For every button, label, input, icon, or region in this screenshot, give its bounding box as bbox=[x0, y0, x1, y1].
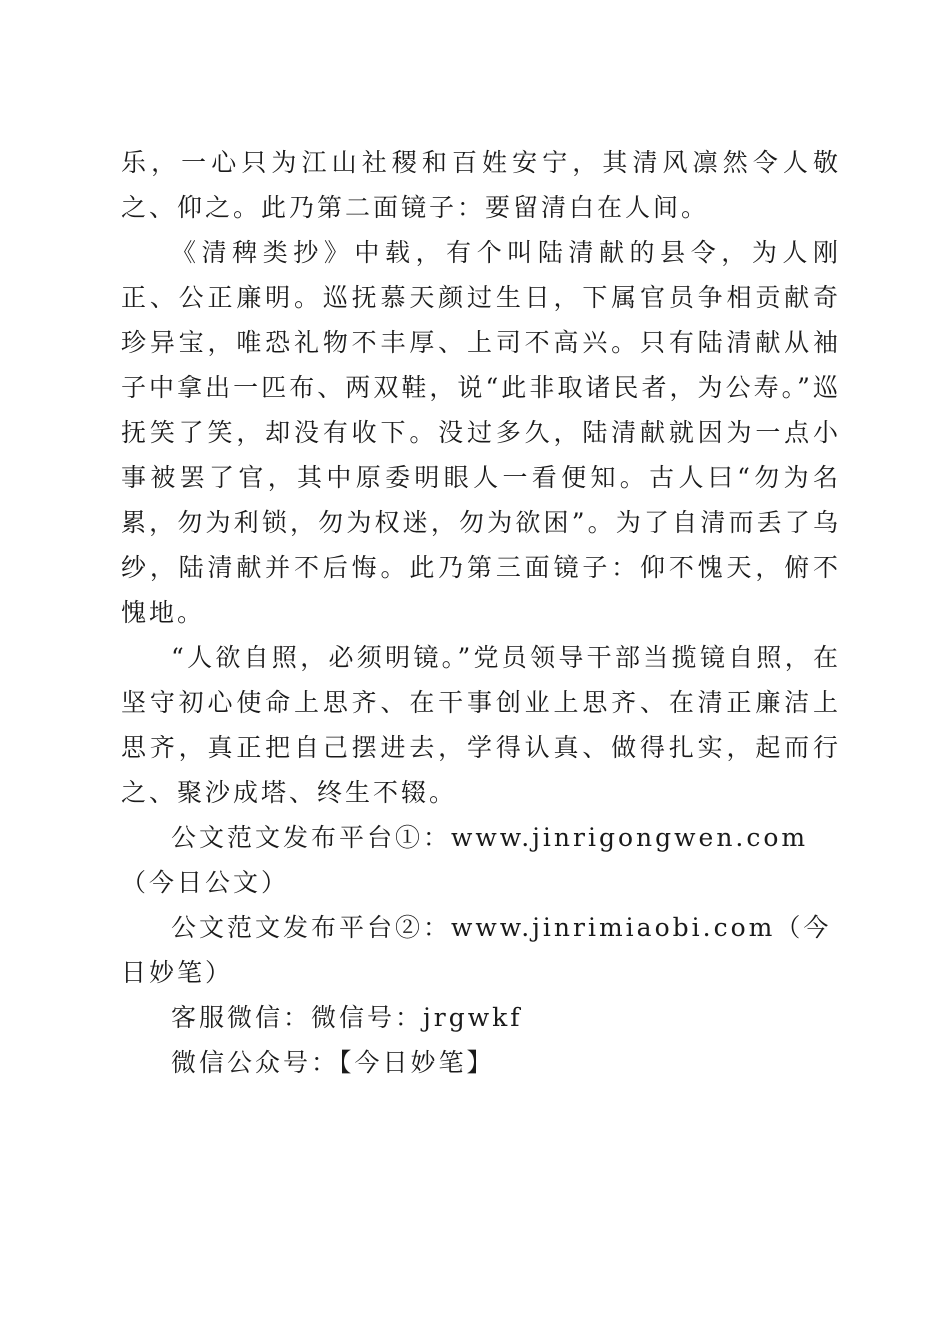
paragraph-lu-qingxian: 《清稗类抄》中载，有个叫陆清献的县令，为人刚正、公正廉明。巡抚慕天颜过生日，下属官员争相贡献奇珍异宝，唯恐礼物不丰厚、上司不高兴。只有陆清献从袖子中拿出一匹布、两双鞋，说“此非取诸民者，为公寿。”巡抚笑了笑，却没有收下。没过多久，陆清献就因为一点小事被罢了官，其中原委明眼人一看便知。古人曰“勿为名累，勿为利锁，勿为权迷，勿为欲困”。为了自清而丢了乌纱，陆清献并不后悔。此乃第三面镜子：仰不愧天，俯不愧地。 bbox=[121, 238, 841, 627]
document-body bbox=[121, 140, 841, 1085]
footer-platform-2: 公文范文发布平台②：www.jinrimiaobi.com（今日妙笔） bbox=[121, 913, 832, 987]
footer-wechat-account: 微信公众号：【今日妙笔】 bbox=[171, 1048, 495, 1077]
footer-wechat-service: 客服微信：微信号：jrgwkf bbox=[171, 1003, 523, 1032]
footer-platform-1: 公文范文发布平台①：www.jinrigongwen.com（今日公文） bbox=[121, 823, 809, 897]
paragraph-mirror-conclusion: “人欲自照，必须明镜。”党员领导干部当揽镜自照，在坚守初心使命上思齐、在干事创业上思齐、在清正廉洁上思齐，真正把自己摆进去，学得认真、做得扎实，起而行之、聚沙成塔、终生不辍。 bbox=[121, 643, 841, 807]
paragraph-continuation: 乐，一心只为江山社稷和百姓安宁，其清风凛然令人敬之、仰之。此乃第二面镜子：要留清白在人间。 bbox=[121, 148, 841, 222]
